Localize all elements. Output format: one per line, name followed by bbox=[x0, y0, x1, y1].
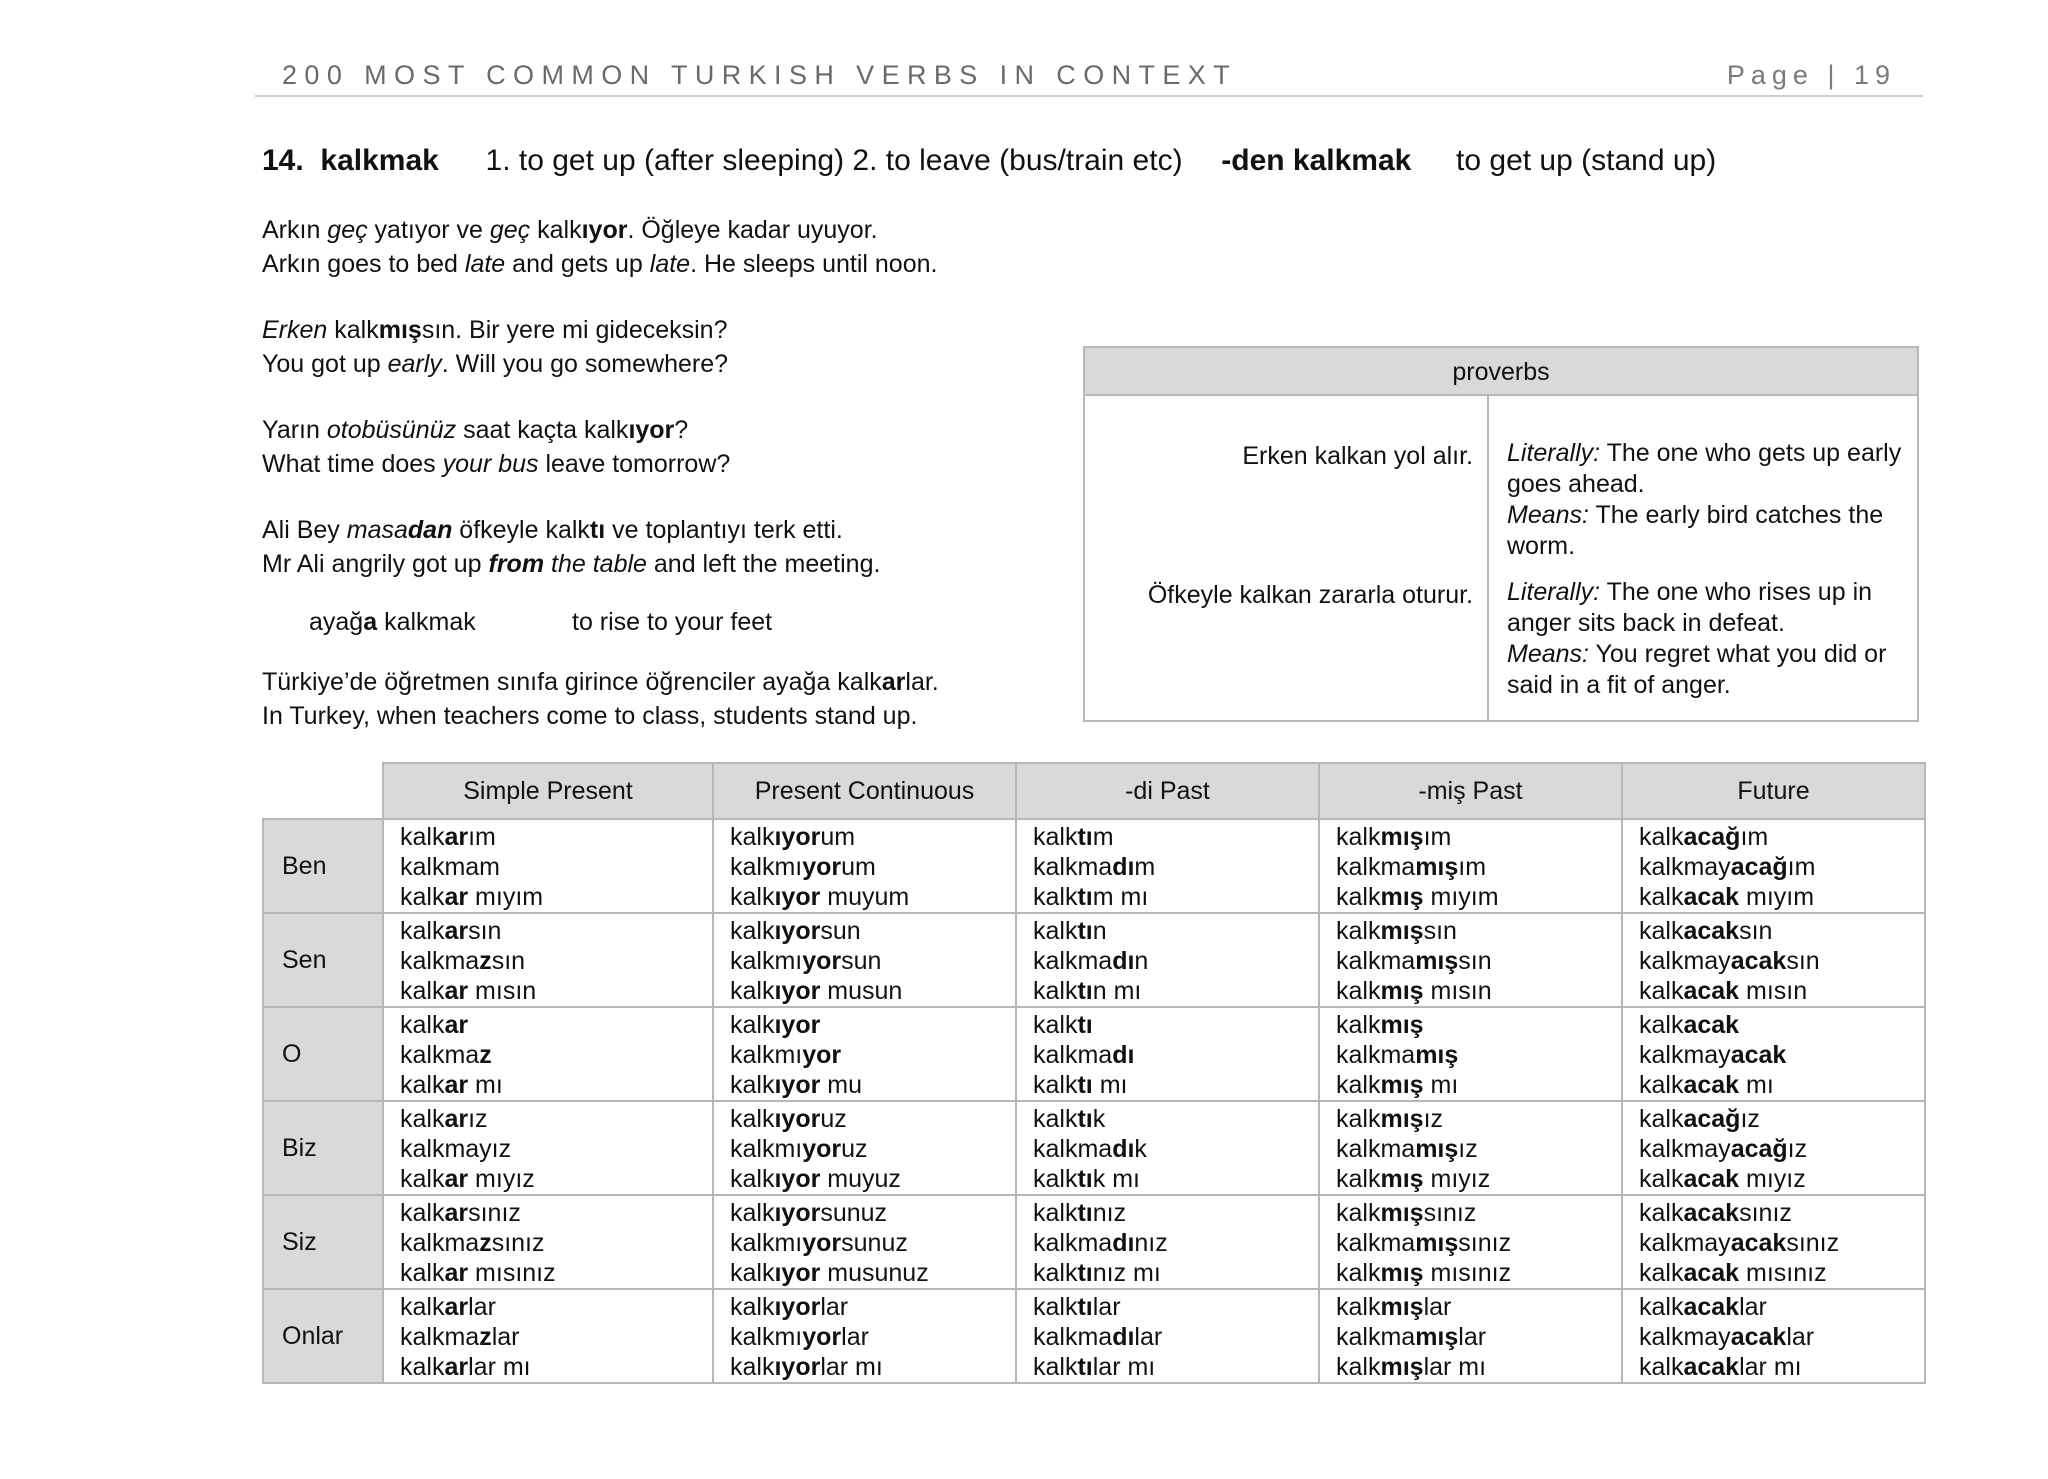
example-2-turkish: Erken kalkmışsın. Bir yere mi gideceksin? bbox=[262, 316, 728, 344]
conjugation-cell: kalktım kalkmadım kalktım mı bbox=[1016, 819, 1319, 913]
entry-verb: kalkmak bbox=[320, 144, 439, 177]
conjugation-cell: kalkarsınız kalkmazsınız kalkar mısınız bbox=[383, 1195, 713, 1289]
conjugation-cell: kalktın kalkmadın kalktın mı bbox=[1016, 913, 1319, 1007]
example-4 bbox=[262, 513, 880, 581]
conjugation-cell: kalkmış kalkmamış kalkmış mı bbox=[1319, 1007, 1622, 1101]
entry-variant: -den kalkmak bbox=[1221, 144, 1412, 177]
proverbs-box bbox=[1083, 346, 1919, 722]
conjugation-cell: kalkmışsın kalkmamışsın kalkmış mısın bbox=[1319, 913, 1622, 1007]
conjugation-cell: kalkıyorlar kalkmıyorlar kalkıyorlar mı bbox=[713, 1289, 1016, 1383]
proverb-2-english: Literally: The one who rises up in anger sits back in defeat. Means: You regret what you did or said in a fit of anger. bbox=[1507, 578, 1887, 699]
column-header: -di Past bbox=[1016, 763, 1319, 819]
conjugation-cell: kalkıyoruz kalkmıyoruz kalkıyor muyuz bbox=[713, 1101, 1016, 1195]
conjugation-cell: kalkmışım kalkmamışım kalkmış mıyım bbox=[1319, 819, 1622, 913]
column-header: Future bbox=[1622, 763, 1925, 819]
proverb-1-turkish: Erken kalkan yol alır. bbox=[1242, 442, 1473, 470]
book-title: 200 MOST COMMON TURKISH VERBS IN CONTEXT bbox=[282, 60, 1238, 90]
conjugation-cell: kalkmışlar kalkmamışlar kalkmışlar mı bbox=[1319, 1289, 1622, 1383]
pronoun-cell: Ben bbox=[263, 819, 383, 913]
conjugation-cell: kalkacaksın kalkmayacaksın kalkacak mısın bbox=[1622, 913, 1925, 1007]
column-header: Present Continuous bbox=[713, 763, 1016, 819]
table-row bbox=[263, 1101, 1925, 1195]
idiom-turkish: ayağa kalkmak bbox=[309, 608, 476, 636]
table-row bbox=[263, 913, 1925, 1007]
conjugation-cell: kalktık kalkmadık kalktık mı bbox=[1016, 1101, 1319, 1195]
table-header-row bbox=[263, 763, 1925, 819]
conjugation-cell: kalkmışsınız kalkmamışsınız kalkmış mısınız bbox=[1319, 1195, 1622, 1289]
table-corner bbox=[263, 763, 383, 819]
pronoun-cell: Sen bbox=[263, 913, 383, 1007]
conjugation-cell: kalkarız kalkmayız kalkar mıyız bbox=[383, 1101, 713, 1195]
pronoun-cell: O bbox=[263, 1007, 383, 1101]
column-header: Simple Present bbox=[383, 763, 713, 819]
proverbs-title: proverbs bbox=[1085, 348, 1917, 396]
conjugation-table bbox=[262, 762, 1926, 1384]
idiom-example-english: In Turkey, when teachers come to class, students stand up. bbox=[262, 702, 918, 730]
idiom-example bbox=[262, 665, 939, 733]
idiom-english: to rise to your feet bbox=[572, 608, 773, 636]
entry-meanings: 1. to get up (after sleeping) 2. to leave (bus/train etc) bbox=[485, 144, 1183, 177]
page-number: Page | 19 bbox=[1726, 60, 1896, 90]
example-3 bbox=[262, 413, 730, 481]
proverbs-divider bbox=[1487, 396, 1489, 722]
pronoun-cell: Biz bbox=[263, 1101, 383, 1195]
example-1-english: Arkın goes to bed late and gets up late. He sleeps until noon. bbox=[262, 250, 938, 278]
example-1 bbox=[262, 213, 937, 281]
conjugation-cell: kalkıyorsunuz kalkmıyorsunuz kalkıyor musunuz bbox=[713, 1195, 1016, 1289]
conjugation-cell: kalkacak kalkmayacak kalkacak mı bbox=[1622, 1007, 1925, 1101]
pronoun-cell: Siz bbox=[263, 1195, 383, 1289]
idiom-example-turkish: Türkiye’de öğretmen sınıfa girince öğrenciler ayağa kalkarlar. bbox=[262, 668, 939, 696]
example-2-english: You got up early. Will you go somewhere? bbox=[262, 350, 729, 378]
conjugation-cell: kalktılar kalkmadılar kalktılar mı bbox=[1016, 1289, 1319, 1383]
example-2 bbox=[262, 313, 728, 381]
pronoun-cell: Onlar bbox=[263, 1289, 383, 1383]
conjugation-cell: kalkar kalkmaz kalkar mı bbox=[383, 1007, 713, 1101]
entry-variant-meaning: to get up (stand up) bbox=[1456, 144, 1717, 177]
proverb-2-turkish: Öfkeyle kalkan zararla oturur. bbox=[1147, 581, 1473, 609]
conjugation-cell: kalkarsın kalkmazsın kalkar mısın bbox=[383, 913, 713, 1007]
conjugation-cell: kalktınız kalkmadınız kalktınız mı bbox=[1016, 1195, 1319, 1289]
example-4-turkish: Ali Bey masadan öfkeyle kalktı ve toplantıyı terk etti. bbox=[262, 516, 843, 544]
table-row bbox=[263, 819, 1925, 913]
conjugation-cell: kalkarım kalkmam kalkar mıyım bbox=[383, 819, 713, 913]
example-3-turkish: Yarın otobüsünüz saat kaçta kalkıyor? bbox=[262, 416, 689, 444]
example-3-english: What time does your bus leave tomorrow? bbox=[262, 450, 731, 478]
example-4-english: Mr Ali angrily got up from the table and left the meeting. bbox=[262, 550, 881, 578]
conjugation-cell: kalkmışız kalkmamışız kalkmış mıyız bbox=[1319, 1101, 1622, 1195]
conjugation-cell: kalkıyorsun kalkmıyorsun kalkıyor musun bbox=[713, 913, 1016, 1007]
conjugation-cell: kalkıyor kalkmıyor kalkıyor mu bbox=[713, 1007, 1016, 1101]
header-divider bbox=[255, 95, 1923, 97]
table-row bbox=[263, 1007, 1925, 1101]
example-1-turkish: Arkın geç yatıyor ve geç kalkıyor. Öğleye kadar uyuyor. bbox=[262, 216, 878, 244]
conjugation-cell: kalkarlar kalkmazlar kalkarlar mı bbox=[383, 1289, 713, 1383]
column-header: -miş Past bbox=[1319, 763, 1622, 819]
entry-heading bbox=[262, 144, 1716, 178]
conjugation-cell: kalkacaksınız kalkmayacaksınız kalkacak mısınız bbox=[1622, 1195, 1925, 1289]
conjugation-cell: kalkacağız kalkmayacağız kalkacak mıyız bbox=[1622, 1101, 1925, 1195]
proverb-1-english: Literally: The one who gets up early goes ahead. Means: The early bird catches the worm. bbox=[1507, 439, 1902, 560]
conjugation-cell: kalktı kalkmadı kalktı mı bbox=[1016, 1007, 1319, 1101]
table-row bbox=[263, 1195, 1925, 1289]
conjugation-cell: kalkıyorum kalkmıyorum kalkıyor muyum bbox=[713, 819, 1016, 913]
table-row bbox=[263, 1289, 1925, 1383]
entry-number: 14. bbox=[262, 144, 304, 177]
conjugation-cell: kalkacaklar kalkmayacaklar kalkacaklar mı bbox=[1622, 1289, 1925, 1383]
conjugation-cell: kalkacağım kalkmayacağım kalkacak mıyım bbox=[1622, 819, 1925, 913]
